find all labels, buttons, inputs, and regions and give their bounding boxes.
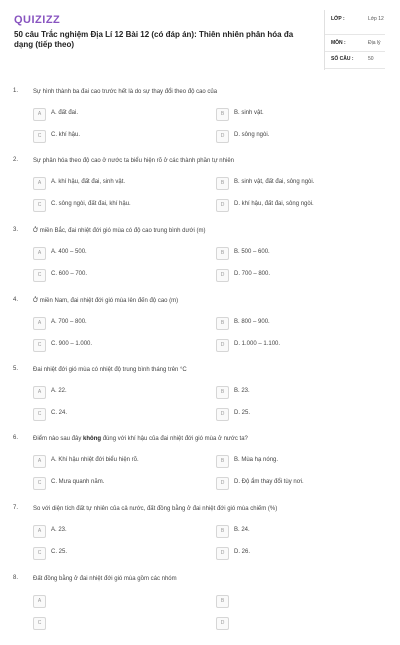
option-letter-box[interactable]: A — [33, 595, 46, 608]
option-text: D. 700 – 800. — [234, 271, 271, 277]
question-text-part: đúng với khí hậu của đai nhiệt đới gió mùa ở nước ta? — [101, 436, 248, 442]
option-letter-box[interactable]: C — [33, 339, 46, 352]
answer-option[interactable] — [33, 455, 183, 467]
option-letter-box[interactable]: B — [216, 525, 229, 538]
meta-count-value: 50 — [368, 56, 374, 62]
question-text-part: Đất đồng bằng ở đai nhiệt đới gió mùa gồm các nhóm — [33, 576, 177, 582]
question-number: 8. — [13, 575, 19, 581]
answer-option[interactable] — [33, 525, 183, 537]
option-text: D. 26. — [234, 549, 251, 555]
question-text — [33, 157, 388, 165]
answer-option[interactable] — [33, 477, 183, 489]
answer-option[interactable] — [33, 199, 183, 211]
question-text — [33, 366, 388, 374]
option-text: C. 25. — [51, 549, 68, 555]
option-letter-box[interactable]: B — [216, 247, 229, 260]
answer-option[interactable] — [216, 477, 366, 489]
option-text: C. 600 – 700. — [51, 271, 88, 277]
question-item — [0, 575, 400, 645]
option-text: C. 900 – 1.000. — [51, 341, 93, 347]
question-text-part: Sự hình thành ba đai cao trước hết là do sự thay đổi theo độ cao của — [33, 89, 218, 95]
answer-option[interactable] — [216, 408, 366, 420]
question-item — [0, 227, 400, 297]
meta-class-value: Lớp 12 — [368, 16, 384, 22]
answer-option[interactable] — [216, 386, 366, 398]
option-letter-box[interactable]: D — [216, 199, 229, 212]
answer-option[interactable] — [216, 108, 366, 120]
option-text: C. 24. — [51, 410, 68, 416]
question-text — [33, 88, 388, 96]
question-number: 2. — [13, 157, 19, 163]
answer-option[interactable] — [216, 525, 366, 537]
answer-option[interactable] — [33, 247, 183, 259]
option-text: A. khí hậu, đất đai, sinh vật. — [51, 179, 126, 185]
option-letter-box[interactable]: A — [33, 525, 46, 538]
answer-option[interactable] — [33, 317, 183, 329]
option-text: C. sông ngòi, đất đai, khí hậu. — [51, 201, 131, 207]
option-letter-box[interactable]: B — [216, 455, 229, 468]
question-text-part: So với diện tích đất tự nhiên của cả nước, đất đồng bằng ở đai nhiệt đới gió mùa chiếm (%) — [33, 506, 278, 512]
option-letter-box[interactable]: C — [33, 199, 46, 212]
answer-option[interactable] — [33, 595, 183, 607]
option-text: B. sinh vật, đất đai, sông ngòi. — [234, 179, 315, 185]
question-text-part: Ở miền Bắc, đai nhiệt đới gió mùa có độ cao trung bình dưới (m) — [33, 228, 206, 234]
question-text — [33, 505, 388, 513]
answer-option[interactable] — [216, 617, 366, 629]
option-text: D. Độ ẩm thay đổi tùy nơi. — [234, 479, 304, 485]
option-text: C. khí hậu. — [51, 132, 81, 138]
option-letter-box[interactable]: D — [216, 547, 229, 560]
question-text-emphasis: không — [83, 436, 102, 442]
question-item — [0, 435, 400, 505]
meta-divider — [325, 51, 385, 52]
option-letter-box[interactable]: D — [216, 408, 229, 421]
option-text: D. sông ngòi. — [234, 132, 270, 138]
answer-option[interactable] — [216, 247, 366, 259]
question-text-part: Ở miền Nam, đai nhiệt đới gió mùa lên đến độ cao (m) — [33, 298, 179, 304]
option-text: B. sinh vật. — [234, 110, 264, 116]
meta-class-label: LỚP : — [331, 16, 345, 22]
option-letter-box[interactable]: D — [216, 269, 229, 282]
option-text: B. 800 – 900. — [234, 319, 270, 325]
question-text — [33, 575, 388, 583]
option-text: A. Khí hậu nhiệt đới biểu hiện rõ. — [51, 457, 139, 463]
answer-option[interactable] — [33, 269, 183, 281]
option-letter-box[interactable]: D — [216, 130, 229, 143]
option-letter-box[interactable]: A — [33, 386, 46, 399]
answer-option[interactable] — [216, 547, 366, 559]
answer-option[interactable] — [33, 408, 183, 420]
question-text-part: Sự phân hóa theo độ cao ở nước ta biểu hiện rõ ở các thành phần tự nhiên — [33, 158, 234, 164]
option-letter-box[interactable]: C — [33, 477, 46, 490]
question-item — [0, 505, 400, 575]
option-letter-box[interactable]: C — [33, 547, 46, 560]
answer-option[interactable] — [33, 386, 183, 398]
answer-option[interactable] — [33, 339, 183, 351]
quizizz-logo: QUIZIZZ — [14, 14, 61, 26]
option-letter-box[interactable]: D — [216, 477, 229, 490]
option-text: B. 500 – 600. — [234, 249, 270, 255]
question-text — [33, 297, 388, 305]
meta-count-label: SỐ CÂU : — [331, 56, 354, 62]
option-letter-box[interactable]: A — [33, 247, 46, 260]
meta-divider — [325, 34, 385, 35]
option-letter-box[interactable]: B — [216, 108, 229, 121]
meta-divider — [325, 68, 385, 69]
option-text: B. 24. — [234, 527, 250, 533]
option-text: A. đất đai. — [51, 110, 79, 116]
option-text: D. 1.000 – 1.100. — [234, 341, 281, 347]
option-text: A. 22. — [51, 388, 67, 394]
answer-option[interactable] — [33, 108, 183, 120]
option-letter-box[interactable]: B — [216, 595, 229, 608]
question-item — [0, 88, 400, 158]
option-text: B. 23. — [234, 388, 250, 394]
answer-option[interactable] — [216, 177, 366, 189]
worksheet-header — [0, 0, 400, 72]
answer-option[interactable] — [216, 339, 366, 351]
question-text — [33, 227, 388, 235]
option-text: C. Mưa quanh năm. — [51, 479, 105, 485]
option-letter-box[interactable]: C — [33, 269, 46, 282]
option-letter-box[interactable]: C — [33, 617, 46, 630]
question-text-part: Điểm nào sau đây — [33, 436, 84, 442]
question-number: 5. — [13, 366, 19, 372]
option-letter-box[interactable]: B — [216, 177, 229, 190]
option-letter-box[interactable]: B — [216, 386, 229, 399]
option-text: A. 23. — [51, 527, 67, 533]
option-text: D. khí hậu, đất đai, sông ngòi. — [234, 201, 314, 207]
question-number: 3. — [13, 227, 19, 233]
option-letter-box[interactable]: A — [33, 177, 46, 190]
option-letter-box[interactable]: D — [216, 339, 229, 352]
answer-option[interactable] — [216, 317, 366, 329]
option-text: A. 400 – 500. — [51, 249, 87, 255]
option-letter-box[interactable]: A — [33, 108, 46, 121]
question-item — [0, 366, 400, 436]
answer-option[interactable] — [33, 130, 183, 142]
meta-count-row — [331, 56, 391, 74]
worksheet-title: 50 câu Trắc nghiệm Địa Lí 12 Bài 12 (có đáp án): Thiên nhiên phân hóa đa dạng (tiếp theo) — [14, 30, 294, 49]
question-number: 1. — [13, 88, 19, 94]
option-letter-box[interactable]: D — [216, 617, 229, 630]
answer-option[interactable] — [216, 199, 366, 211]
answer-option[interactable] — [216, 455, 366, 467]
option-text: A. 700 – 800. — [51, 319, 87, 325]
answer-option[interactable] — [33, 177, 183, 189]
question-text — [33, 435, 388, 443]
meta-subject-label: MÔN : — [331, 40, 346, 46]
option-letter-box[interactable]: B — [216, 317, 229, 330]
meta-class-row — [331, 16, 391, 34]
answer-option[interactable] — [33, 617, 183, 629]
question-item — [0, 157, 400, 227]
answer-option[interactable] — [216, 130, 366, 142]
option-letter-box[interactable]: C — [33, 130, 46, 143]
answer-option[interactable] — [33, 547, 183, 559]
question-item — [0, 297, 400, 367]
question-number: 7. — [13, 505, 19, 511]
answer-option[interactable] — [216, 595, 366, 607]
option-text: D. 25. — [234, 410, 251, 416]
option-letter-box[interactable]: A — [33, 317, 46, 330]
meta-subject-value: Địa lý — [368, 40, 381, 46]
question-number: 6. — [13, 435, 19, 441]
question-number: 4. — [13, 297, 19, 303]
question-text-part: Đai nhiệt đới gió mùa có nhiệt độ trung bình tháng trên °C — [33, 367, 187, 373]
answer-option[interactable] — [216, 269, 366, 281]
option-letter-box[interactable]: A — [33, 455, 46, 468]
option-letter-box[interactable]: C — [33, 408, 46, 421]
meta-panel — [324, 10, 391, 70]
option-text: B. Mùa hạ nóng. — [234, 457, 279, 463]
